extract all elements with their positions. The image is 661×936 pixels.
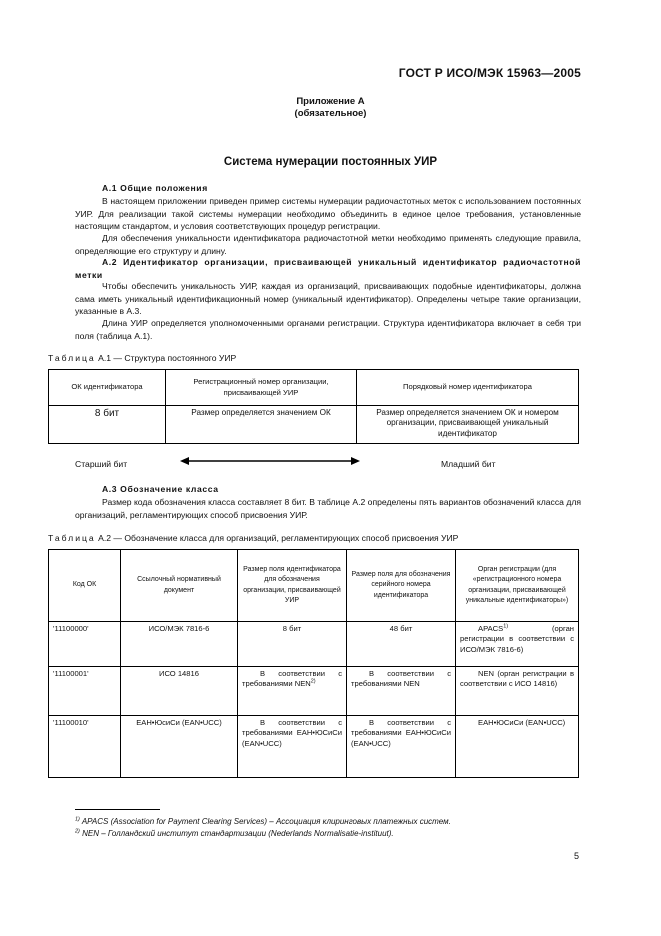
bit-order-arrow — [180, 455, 360, 467]
t2-code: '11100000' — [49, 622, 121, 667]
a1-paragraph-1: В настоящем приложении приведен пример системы нумерации радиочастотных меток с использованием постоянных УИР. Для реализации такой системы нумерации необходимо объединить в единое целое требования, установленные настоящим стандартом, и условия соответствующих процедур регистрации. — [75, 196, 581, 231]
footnote-mark-2: 2) — [75, 828, 80, 835]
t2-registrar — [456, 622, 579, 667]
structure-table — [48, 369, 579, 444]
t2-registrar: NEN (орган регистрации в соответствии с ИСО 14816) — [456, 667, 579, 716]
a2-paragraph-1: Чтобы обеспечить уникальность УИР, каждая из организаций, присваивающих подобные идентификаторы, должна сама иметь уникальный идентификационный номер (уникальный идентификатор). Определены четыре такие организации, указанные в А.3. — [75, 281, 581, 316]
t2-doc: ИСО 14816 — [121, 667, 238, 716]
t2-serial: В соответствии с требованиями NEN — [347, 667, 456, 716]
annex-title: Приложение А — [296, 96, 365, 107]
a1-paragraph-2: Для обеспечения уникальности идентификатора радиочастотной метки необходимо применять следующие правила, определяющие его структуру и длину. — [75, 233, 581, 256]
t2-org: В соответствии с требованиями ЕАН•ЮСиСи (EAN•UCC) — [238, 716, 347, 778]
footnote-2 — [75, 829, 394, 838]
table-row — [49, 667, 579, 716]
table-row — [49, 622, 579, 667]
t2-registrar-name: APACS — [478, 624, 504, 633]
t1-cell-serial: Размер определяется значением ОК и номером организации, присваивающей уникальный идентификатор — [357, 406, 579, 444]
t2-registrar: ЕАН•ЮСиСи (EAN•UCC) — [456, 716, 579, 778]
t2-code: '11100010' — [49, 716, 121, 778]
table2-caption — [48, 533, 458, 543]
footnote-text-1: APACS (Association for Payment Clearing Services) – Ассоциация клиринговых платежных систем. — [81, 817, 451, 826]
footnote-ref-2: 2) — [310, 678, 316, 685]
class-designation-table — [48, 549, 579, 778]
a1-heading: А.1 Общие положения — [102, 183, 208, 193]
table1-caption — [48, 353, 236, 363]
t2-org — [238, 667, 347, 716]
t1-header-org: Регистрационный номер организации, присваивающей УИР — [166, 370, 357, 406]
footnote-1 — [75, 817, 451, 826]
t1-header-serial: Порядковый номер идентификатора — [357, 370, 579, 406]
t1-cell-org: Размер определяется значением ОК — [166, 406, 357, 444]
t2-serial: В соответствии с требованиями ЕАН•ЮСиСи (EAN•UCC) — [347, 716, 456, 778]
a3-paragraph: Размер кода обозначения класса составляет 8 бит. В таблице А.2 определены пять вариантов обозначений класса для организаций, регламентирующих способ присвоения УИР. — [75, 497, 581, 520]
t2-header-serial-field: Размер поля для обозначения серийного номера идентификатора — [347, 550, 456, 622]
t1-cell-ok: 8 бит — [49, 406, 166, 444]
page-number: 5 — [574, 851, 580, 861]
section-title: Система нумерации постоянных УИР — [223, 156, 438, 168]
t1-header-ok: ОК идентификатора — [49, 370, 166, 406]
t2-org-text: В соответствии с требованиями NEN — [242, 669, 342, 689]
t2-header-code: Код ОК — [49, 550, 121, 622]
footnote-separator — [75, 809, 160, 810]
table1-caption-text: А.1 — Структура постоянного УИР — [98, 353, 237, 363]
table-row — [49, 716, 579, 778]
t2-doc: ИСО/МЭК 7816-6 — [121, 622, 238, 667]
t2-header-registrar: Орган регистрации (для «регистрационного номера организации, присваивающей уникальные идентификаторы») — [456, 550, 579, 622]
lsb-label: Младший бит — [441, 459, 496, 469]
footnote-text-2: NEN – Голландский институт стандартизации (Nederlands Normalisatie-instituut). — [82, 829, 394, 838]
t2-serial: 48 бит — [347, 622, 456, 667]
footnote-mark-1: 1) — [75, 816, 80, 823]
t2-doc: ЕАН•ЮсиСи (EAN•UCC) — [121, 716, 238, 778]
footnote-ref-1: 1) — [503, 623, 509, 630]
table1-caption-word: Таблица — [48, 353, 96, 363]
t2-code: '11100001' — [49, 667, 121, 716]
t2-header-doc: Ссылочный нормативный документ — [121, 550, 238, 622]
a3-heading: А.3 Обозначение класса — [102, 484, 219, 494]
t2-header-org-field: Размер поля идентификатора для обозначения организации, присваивающей УИР — [238, 550, 347, 622]
annex-status: (обязательное) — [294, 108, 367, 119]
t2-org: 8 бит — [238, 622, 347, 667]
document-header: ГОСТ Р ИСО/МЭК 15963—2005 — [398, 66, 581, 80]
a2-heading: А.2 Идентификатор организации, присваивающей уникальный идентификатор радиочастотной метки — [75, 257, 581, 280]
a2-paragraph-2: Длина УИР определяется уполномоченными органами регистрации. Структура идентификатора включает в себя три поля (таблица А.1). — [75, 318, 581, 341]
msb-label: Старший бит — [75, 459, 128, 469]
table2-caption-word: Таблица — [48, 533, 96, 543]
table2-caption-text: А.2 — Обозначение класса для организаций, регламентирующих способ присвоения УИР — [98, 533, 459, 543]
t2-registrar-tail: (орган регистрации в соответствии с ИСО/МЭК 7816-6) — [460, 624, 574, 654]
